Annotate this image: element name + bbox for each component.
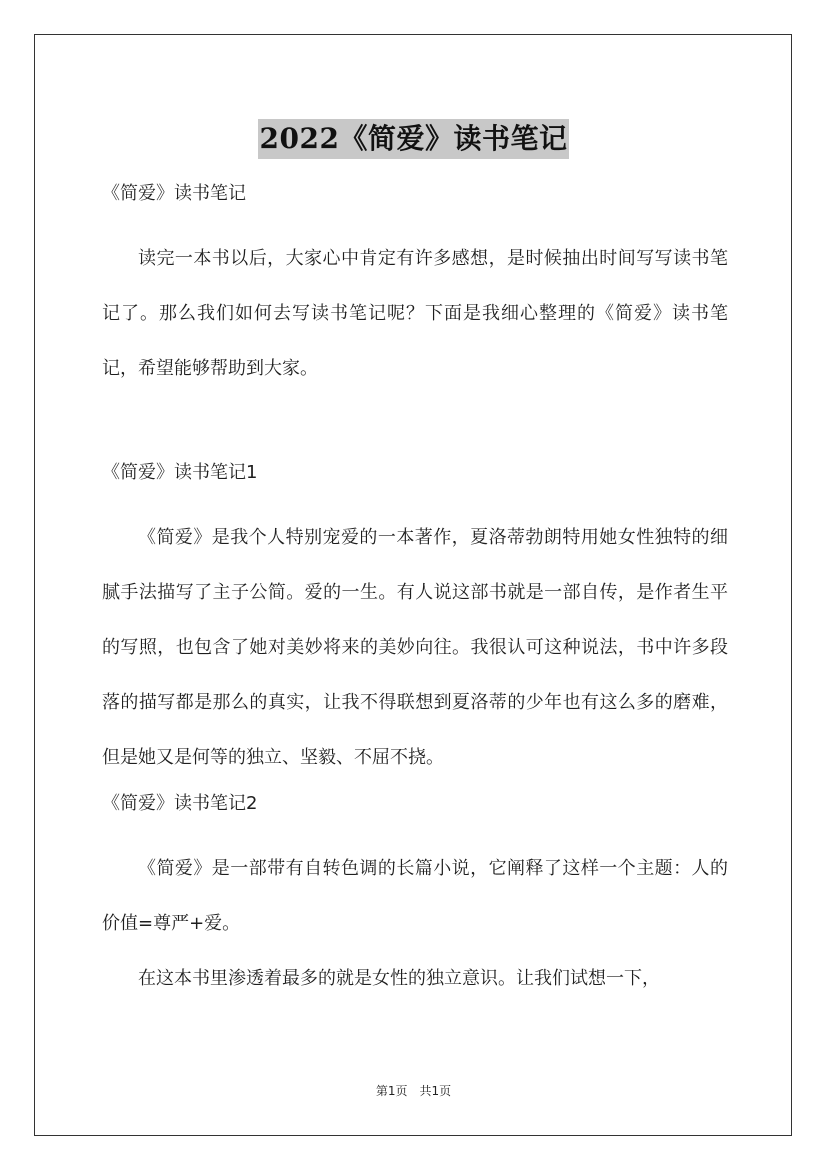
intro-heading: 《简爱》读书笔记: [102, 183, 246, 204]
note1-paragraph: 《简爱》是我个人特别宠爱的一本著作，夏洛蒂勃朗特用她女性独特的细腻手法描写了主子公简。爱的一生。有人说这部书就是一部自传，是作者生平的写照，也包含了她对美妙将来的美妙向往。我很认可这种说法，书中许多段落的描写都是那么的真实，让我不得联想到夏洛蒂的少年也有这么多的磨难，但是她又是何等的独立、坚毅、不屈不挠。: [102, 527, 728, 768]
document-body: [102, 175, 728, 1006]
page-footer: 第1页 共1页: [375, 1084, 452, 1098]
note2-heading: 《简爱》读书笔记2: [102, 793, 258, 814]
title-container: [0, 100, 827, 178]
spacer: [102, 823, 728, 841]
document-title: 2022《简爱》读书笔记: [258, 119, 570, 159]
intro-paragraph: 读完一本书以后，大家心中肯定有许多感想，是时候抽出时间写写读书笔记了。那么我们如何去写读书笔记呢？下面是我细心整理的《简爱》读书笔记，希望能够帮助到大家。: [102, 248, 728, 379]
note1-heading: 《简爱》读书笔记1: [102, 462, 258, 483]
note2-paragraph-1: 《简爱》是一部带有自转色调的长篇小说，它阐释了这样一个主题：人的价值=尊严+爱。: [102, 858, 728, 934]
spacer: [102, 492, 728, 510]
spacer: [102, 396, 728, 454]
note2-paragraph-2: 在这本书里渗透着最多的就是女性的独立意识。让我们试想一下，: [138, 968, 660, 989]
spacer: [102, 213, 728, 231]
